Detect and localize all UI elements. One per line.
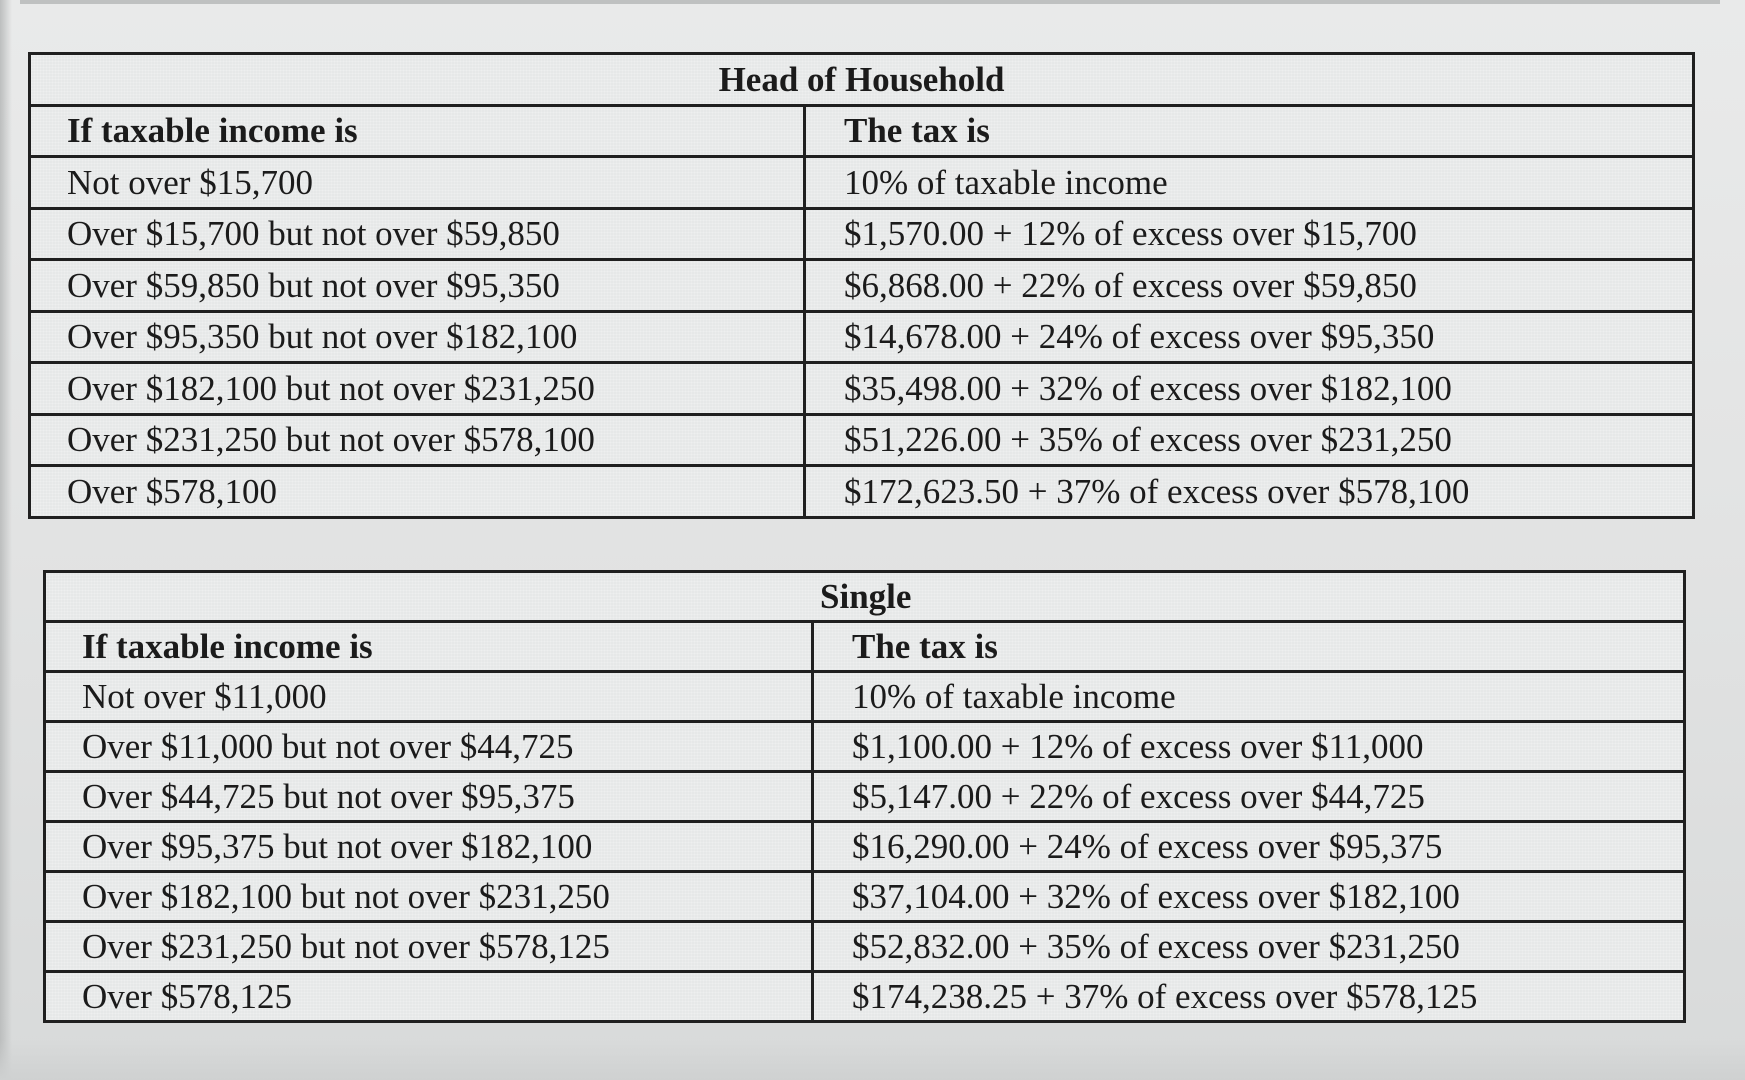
tax-amount-cell: $1,570.00 + 12% of excess over $15,700 — [805, 208, 1694, 260]
table-title-row — [30, 54, 1694, 106]
income-range-cell: Over $182,100 but not over $231,250 — [30, 363, 805, 415]
tax-amount-cell: $1,100.00 + 12% of excess over $11,000 — [813, 722, 1685, 772]
table-header-row — [45, 622, 1685, 672]
income-range-cell: Not over $11,000 — [45, 672, 813, 722]
income-range-cell: Over $44,725 but not over $95,375 — [45, 772, 813, 822]
table-row — [45, 672, 1685, 722]
single-tax-table — [43, 570, 1686, 1023]
income-range-cell: Over $231,250 but not over $578,100 — [30, 414, 805, 466]
page-top-edge — [20, 0, 1720, 4]
table-title: Head of Household — [30, 54, 1694, 106]
table-row — [30, 157, 1694, 209]
income-column-header: If taxable income is — [45, 622, 813, 672]
head-of-household-tax-table — [28, 52, 1695, 519]
table-title-row — [45, 572, 1685, 622]
table-row — [30, 311, 1694, 363]
table-row — [45, 772, 1685, 822]
page-left-shadow — [0, 0, 12, 1080]
income-range-cell: Over $95,350 but not over $182,100 — [30, 311, 805, 363]
table-row — [45, 972, 1685, 1022]
table-row — [45, 722, 1685, 772]
tax-amount-cell: $174,238.25 + 37% of excess over $578,125 — [813, 972, 1685, 1022]
income-range-cell: Over $182,100 but not over $231,250 — [45, 872, 813, 922]
tax-amount-cell: 10% of taxable income — [805, 157, 1694, 209]
income-range-cell: Not over $15,700 — [30, 157, 805, 209]
tax-amount-cell: $16,290.00 + 24% of excess over $95,375 — [813, 822, 1685, 872]
tax-amount-cell: $6,868.00 + 22% of excess over $59,850 — [805, 260, 1694, 312]
tax-column-header: The tax is — [805, 105, 1694, 157]
income-range-cell: Over $15,700 but not over $59,850 — [30, 208, 805, 260]
tax-column-header: The tax is — [813, 622, 1685, 672]
table-row — [30, 414, 1694, 466]
tax-amount-cell: $51,226.00 + 35% of excess over $231,250 — [805, 414, 1694, 466]
income-range-cell: Over $578,125 — [45, 972, 813, 1022]
income-range-cell: Over $95,375 but not over $182,100 — [45, 822, 813, 872]
table-row — [30, 363, 1694, 415]
income-range-cell: Over $578,100 — [30, 466, 805, 518]
tax-amount-cell: 10% of taxable income — [813, 672, 1685, 722]
table-row — [30, 466, 1694, 518]
table-row — [45, 922, 1685, 972]
income-range-cell: Over $11,000 but not over $44,725 — [45, 722, 813, 772]
table-title: Single — [45, 572, 1685, 622]
page-bottom-shadow — [0, 1040, 1745, 1080]
tax-amount-cell: $37,104.00 + 32% of excess over $182,100 — [813, 872, 1685, 922]
table-row — [45, 872, 1685, 922]
tax-amount-cell: $14,678.00 + 24% of excess over $95,350 — [805, 311, 1694, 363]
income-range-cell: Over $231,250 but not over $578,125 — [45, 922, 813, 972]
table-row — [30, 260, 1694, 312]
single-table-body — [45, 572, 1685, 1022]
table-row — [30, 208, 1694, 260]
income-column-header: If taxable income is — [30, 105, 805, 157]
head-of-household-table-body — [30, 54, 1694, 518]
tax-amount-cell: $35,498.00 + 32% of excess over $182,100 — [805, 363, 1694, 415]
table-header-row — [30, 105, 1694, 157]
table-row — [45, 822, 1685, 872]
tax-amount-cell: $172,623.50 + 37% of excess over $578,100 — [805, 466, 1694, 518]
tax-amount-cell: $5,147.00 + 22% of excess over $44,725 — [813, 772, 1685, 822]
income-range-cell: Over $59,850 but not over $95,350 — [30, 260, 805, 312]
tax-amount-cell: $52,832.00 + 35% of excess over $231,250 — [813, 922, 1685, 972]
